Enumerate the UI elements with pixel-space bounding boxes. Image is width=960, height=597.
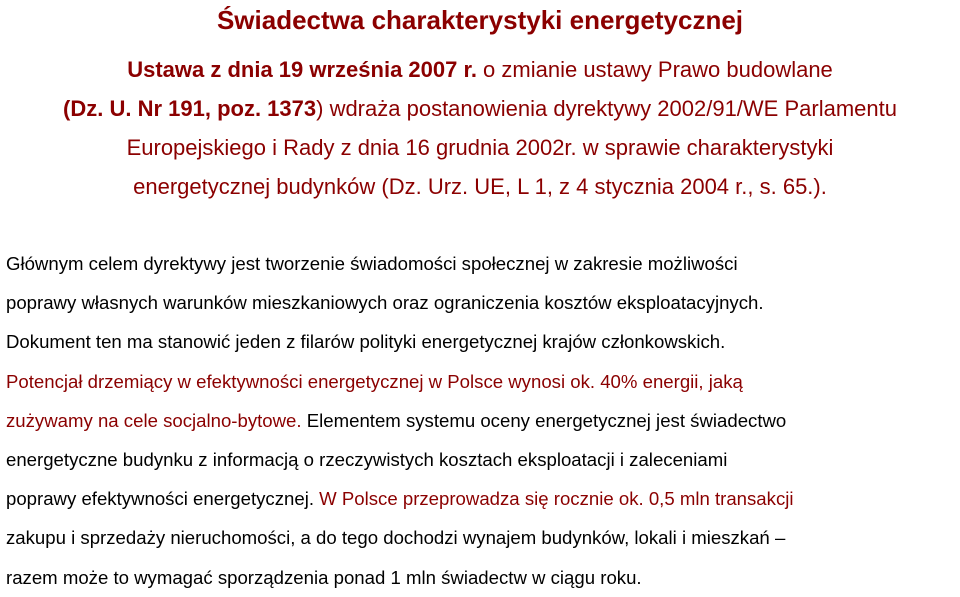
body-line-7-text: poprawy efektywności energetycznej. [6, 488, 314, 510]
body-line-5-highlight: zużywamy na cele socjalno-bytowe. [6, 409, 302, 431]
intro-line-2 [0, 89, 960, 128]
body-line-7-highlight: W Polsce przeprowadza się rocznie ok. 0,5 mln transakcji [314, 488, 794, 510]
law-subject: o zmianie ustawy Prawo budowlane [476, 57, 833, 82]
intro-line-3: Europejskiego i Rady z dnia 16 grudnia 2002r. w sprawie charakterystyki [126, 135, 834, 160]
body-line-8: zakupu i sprzedaży nieruchomości, a do tego dochodzi wynajem budynków, lokali i mieszkań – [6, 527, 786, 549]
body-line-4: Potencjał drzemiący w efektywności energetycznej w Polsce wynosi ok. 40% energii, jaką [6, 370, 743, 392]
body-line-2: poprawy własnych warunków mieszkaniowych oraz ograniczenia kosztów eksploatacyjnych. [6, 292, 764, 314]
body-paragraph [6, 244, 958, 597]
intro-line-4: energetycznej budynków (Dz. Urz. UE, L 1, z 4 stycznia 2004 r., s. 65.). [133, 174, 827, 199]
body-line-9: razem może to wymagać sporządzenia ponad 1 mln świadectw w ciągu roku. [6, 566, 642, 588]
body-line-3: Dokument ten ma stanowić jeden z filarów polityki energetycznej krajów członkowskich. [6, 331, 726, 353]
law-reference: Ustawa z dnia 19 września 2007 r. [127, 57, 477, 82]
body-line-6: energetyczne budynku z informacją o rzeczywistych kosztach eksploatacji i zaleceniami [6, 449, 728, 471]
journal-reference: (Dz. U. Nr 191, poz. 1373 [63, 96, 317, 121]
body-line-7 [6, 479, 958, 518]
intro-line-1 [0, 50, 960, 89]
directive-text: ) wdraża postanowienia dyrektywy 2002/91/WE Parlamentu [316, 96, 897, 121]
slide-title: Świadectwa charakterystyki energetycznej [216, 5, 744, 35]
body-line-5-text: Elementem systemu oceny energetycznej jest świadectwo [301, 409, 787, 431]
body-line-5 [6, 401, 958, 440]
intro-paragraph [0, 50, 960, 206]
body-line-1: Głównym celem dyrektywy jest tworzenie świadomości społecznej w zakresie możliwości [6, 253, 738, 274]
